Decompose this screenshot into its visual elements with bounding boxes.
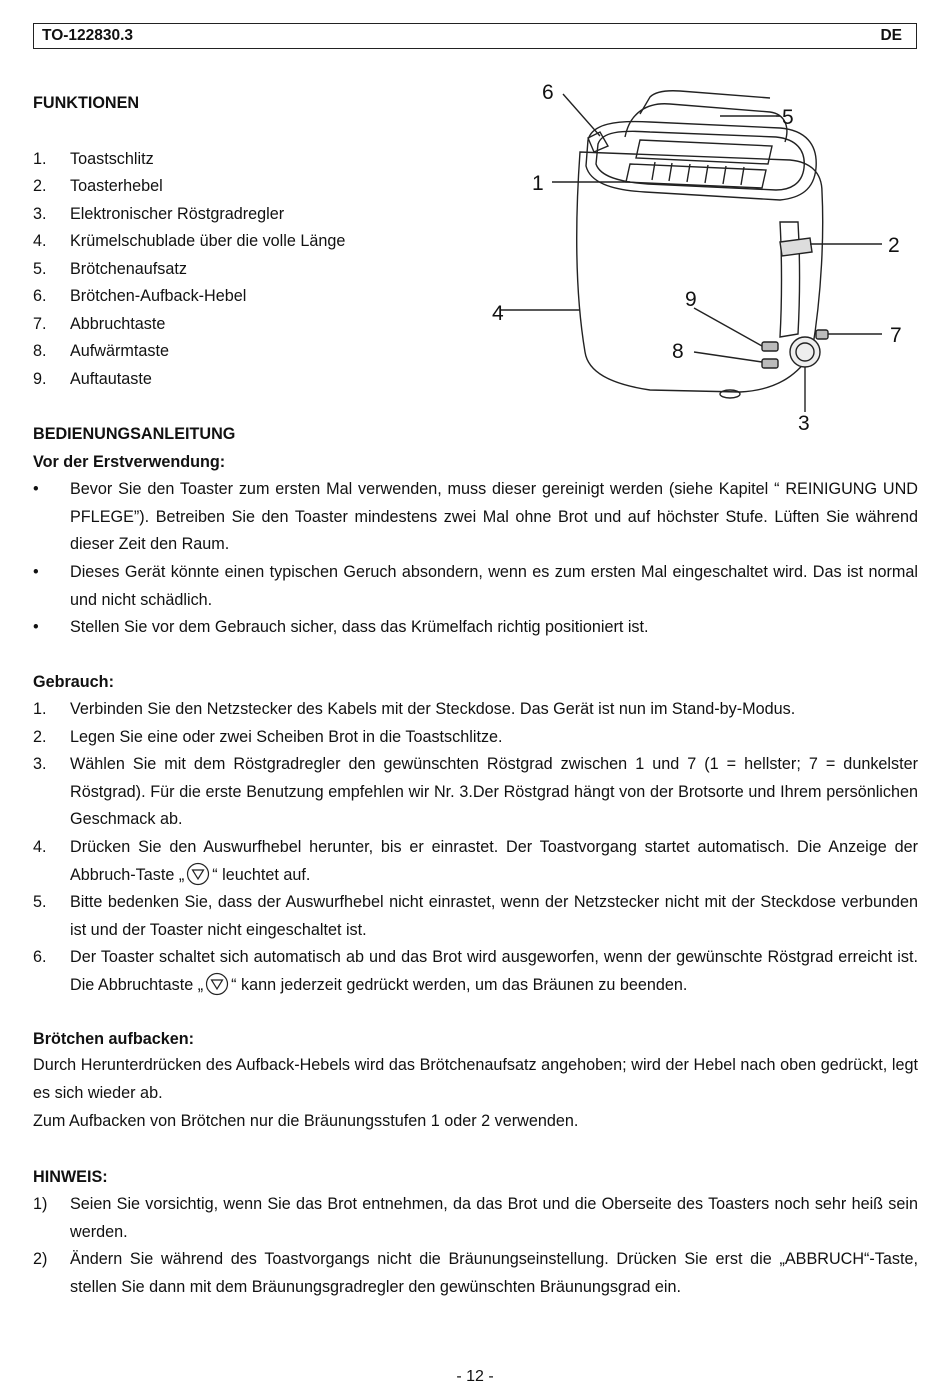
list-item-number: 7. (33, 315, 47, 333)
note-text: Seien Sie vorsichtig, wenn Sie das Brot entnehmen, da das Brot und die Oberseite des Toasters noch sehr heiß sein werden. (70, 1195, 918, 1241)
bullet-item: Bevor Sie den Toaster zum ersten Mal verwenden, muss dieser gereinigt werden (siehe Kapitel “ REINIGUNG UND PFLEGE”). Betreiben Sie den Toaster mindestens zwei Mal ohne Brot und auf höchster Stufe. Lüften Sie während dieser Zeit den Raum. (70, 480, 918, 553)
note-number: 2) (33, 1250, 48, 1268)
step-text: Bitte bedenken Sie, dass der Auswurfhebel nicht einrastet, wenn der Netzstecker nicht mit der Steckdose verbunden ist und der Toaster nicht eingeschaltet ist. (70, 893, 918, 939)
step-text-after: “ kann jederzeit gedrückt werden, um das Bräunen zu beenden. (231, 975, 688, 994)
paragraph: Durch Herunterdrücken des Aufback-Hebels wird das Brötchenaufsatz angehoben; wird der Hebel nach oben gedrückt, legt es sich wieder ab. (33, 1056, 918, 1102)
step-text-after: “ leuchtet auf. (212, 865, 311, 884)
list-item-number: 9. (33, 370, 47, 388)
list-item-number: 5. (33, 260, 47, 278)
toaster-diagram (480, 72, 920, 440)
list-item-number: 3. (33, 205, 47, 223)
page-number: - 12 - (456, 1368, 494, 1385)
bullet-marker: • (33, 480, 39, 498)
list-item: Toasterhebel (70, 177, 163, 195)
list-item-number: 2. (33, 177, 47, 195)
note-number: 1) (33, 1195, 48, 1213)
callout-3: 3 (798, 412, 810, 435)
section-title-bedienung: BEDIENUNGSANLEITUNG (33, 425, 236, 443)
bullet-marker: • (33, 563, 39, 581)
subsection-title-gebrauch: Gebrauch: (33, 673, 114, 691)
list-item: Toastschlitz (70, 150, 154, 168)
step-text-before: Der Toaster schaltet sich automatisch ab und das Brot wird ausgeworfen, wenn der gewünschte Röstgrad erreicht ist. Die Abbruchtaste „ (70, 948, 918, 994)
cancel-triangle-icon (205, 972, 229, 996)
list-item-number: 8. (33, 342, 47, 360)
list-item: Elektronischer Röstgradregler (70, 205, 285, 223)
list-item: Krümelschublade über die volle Länge (70, 232, 346, 250)
list-item-number: 6. (33, 287, 47, 305)
document-header (33, 23, 917, 49)
callout-2: 2 (888, 234, 900, 257)
step-number: 3. (33, 755, 47, 773)
note-text: Ändern Sie während des Toastvorgangs nicht die Bräunungseinstellung. Drücken Sie erst die „ABBRUCH“-Taste, stellen Sie dann mit dem Bräunungsgradregler den gewünschten Bräunungsgrad ein. (70, 1250, 918, 1296)
step-number: 1. (33, 700, 47, 718)
section-title-hinweis: HINWEIS: (33, 1168, 108, 1186)
step-text-before: Drücken Sie den Auswurfhebel herunter, bis er einrastet. Der Toastvorgang startet automatisch. Die Anzeige der Abbruch-Taste „ (70, 838, 918, 884)
list-item-number: 4. (33, 232, 47, 250)
callout-1: 1 (532, 172, 544, 195)
step-number: 2. (33, 728, 47, 746)
cancel-triangle-icon (186, 862, 210, 886)
callout-9: 9 (685, 288, 697, 311)
list-item: Brötchenaufsatz (70, 260, 187, 278)
step-text (70, 944, 918, 999)
subsection-title-vor-erstverwendung: Vor der Erstverwendung: (33, 453, 226, 471)
step-number: 6. (33, 948, 47, 966)
callout-8: 8 (672, 340, 684, 363)
list-item: Auftautaste (70, 370, 152, 388)
paragraph: Zum Aufbacken von Brötchen nur die Bräunungsstufen 1 oder 2 verwenden. (33, 1112, 579, 1130)
subsection-title-broetchen: Brötchen aufbacken: (33, 1030, 195, 1048)
step-text (70, 834, 918, 889)
list-item: Abbruchtaste (70, 315, 166, 333)
callout-6: 6 (542, 81, 554, 104)
bullet-item: Stellen Sie vor dem Gebrauch sicher, dass das Krümelfach richtig positioniert ist. (70, 618, 649, 636)
callout-4: 4 (492, 302, 504, 325)
step-text: Legen Sie eine oder zwei Scheiben Brot in die Toastschlitze. (70, 728, 503, 746)
language-code: DE (880, 27, 902, 44)
bullet-item: Dieses Gerät könnte einen typischen Geruch absondern, wenn es zum ersten Mal eingeschaltet wird. Das ist normal und nicht schädlich. (70, 563, 918, 609)
step-number: 4. (33, 838, 47, 856)
list-item: Aufwärmtaste (70, 342, 169, 360)
list-item: Brötchen-Aufback-Hebel (70, 287, 247, 305)
bullet-marker: • (33, 618, 39, 636)
document-id: TO-122830.3 (42, 27, 134, 44)
callout-5: 5 (782, 106, 794, 129)
step-text: Verbinden Sie den Netzstecker des Kabels mit der Steckdose. Das Gerät ist nun im Stand-by-Modus. (70, 700, 796, 718)
section-title-funktionen: FUNKTIONEN (33, 94, 140, 112)
step-text: Wählen Sie mit dem Röstgradregler den gewünschten Röstgrad zwischen 1 und 7 (1 = hellster; 7 = dunkelster Röstgrad). Für die erste Benutzung empfehlen wir Nr. 3.Der Röstgrad hängt von der Brotsorte und Ihrem persönlichen Geschmack ab. (70, 755, 918, 828)
list-item-number: 1. (33, 150, 47, 168)
step-number: 5. (33, 893, 47, 911)
callout-7: 7 (890, 324, 902, 347)
